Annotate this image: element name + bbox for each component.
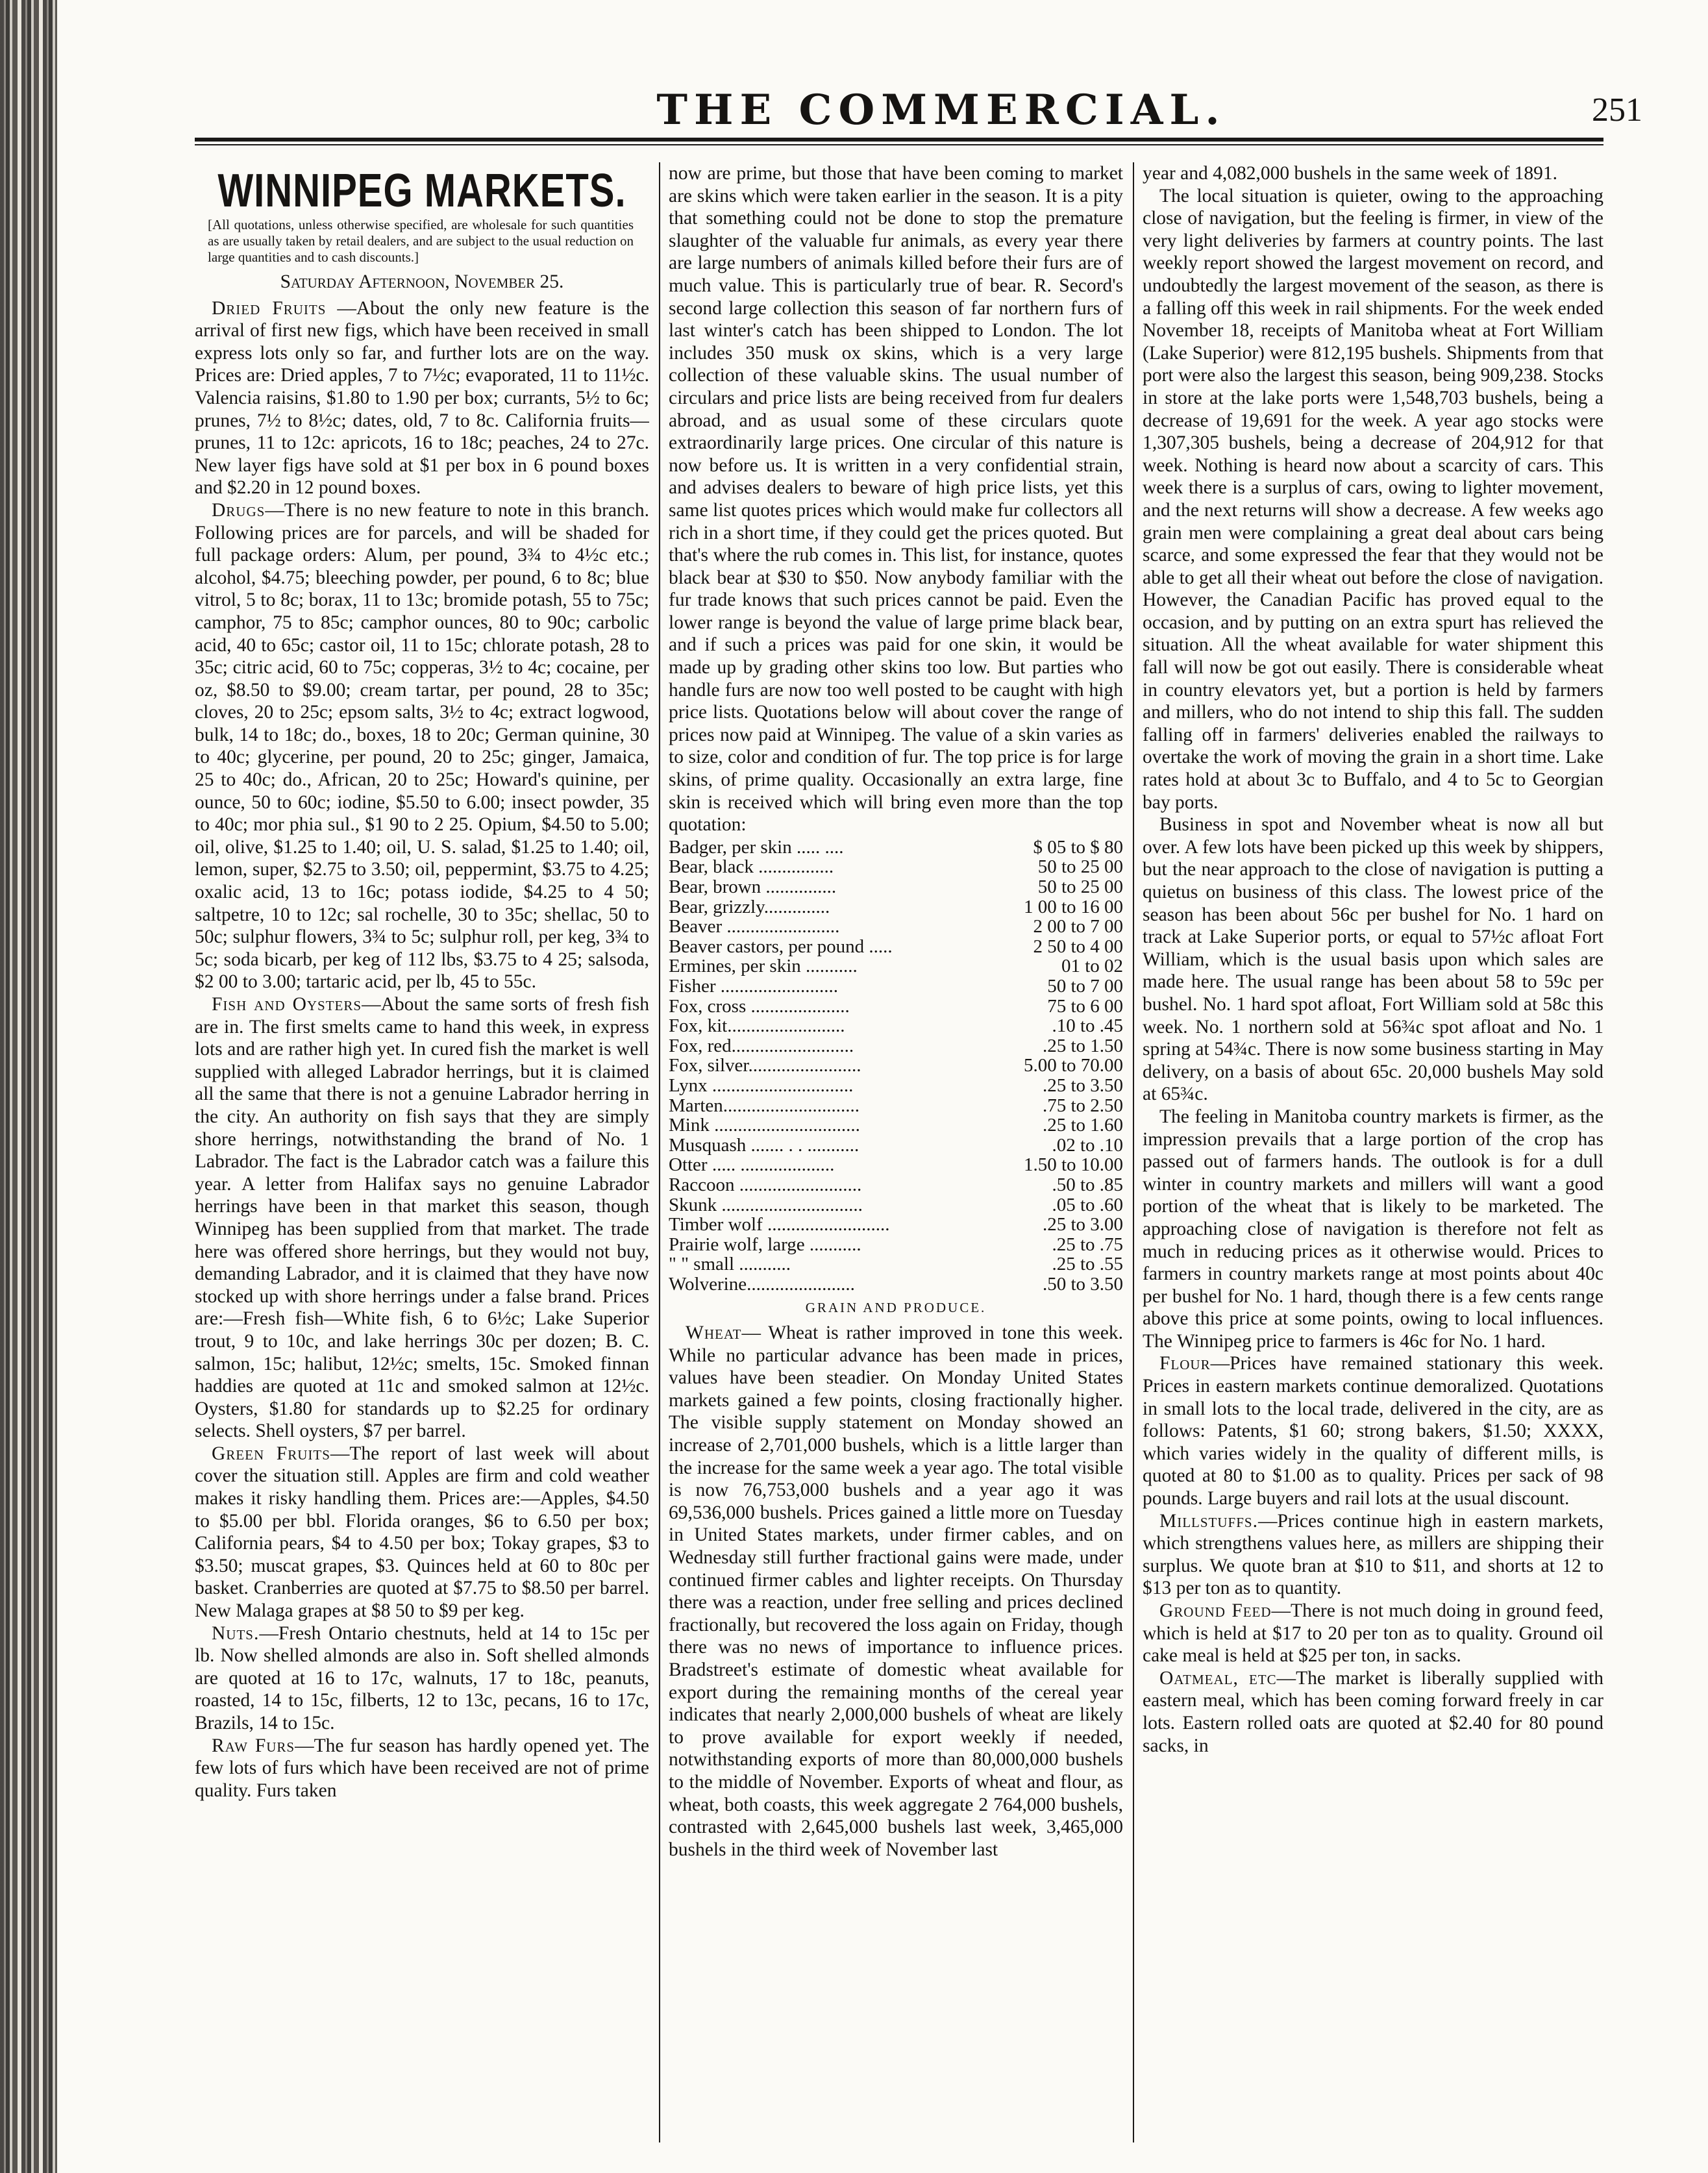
fur-name: Timber wolf ..........................	[669, 1214, 890, 1236]
fur-row	[669, 877, 1123, 897]
fur-price: .02 to .10	[1052, 1134, 1123, 1156]
fur-price: .25 to 3.00	[1042, 1214, 1123, 1236]
fur-name: Musquash ....... . . ...........	[669, 1134, 860, 1156]
quotations-note: [All quotations, unless otherwise specified, are wholesale for such quantities as are usually taken by retail dealers, and are subject to the usual reduction on large quantities and to cash discounts.]	[208, 217, 634, 265]
fur-name: Ermines, per skin ...........	[669, 956, 858, 977]
fur-row	[669, 1136, 1123, 1156]
fur-name: Bear, grizzly..............	[669, 896, 830, 917]
furs-continued-paragraph: now are prime, but those that have been coming to market are skins which were taken earlier in the season. It is a pity that something could not be done to stop the premature slaughter of the valuable fur animals, as every year there are large numbers of animals killed before their furs are of much value. This is particularly true of bear. R. Secord's second large collection this season of far northern furs of last winter's catch has been shipped to London. The lot includes 350 musk ox skins, which is a very large collection of these valuable skins. The usual number of circulars and price lists are being received from fur dealers abroad, and as usual some of these circulars quote extraordinarily large prices. One circular of this nature is now before us. It is written in a very confidential strain, and advises dealers to beware of high price lists, yet this same list quotes prices which would make fur collectors all rich in a short time, if they could get the prices quoted. But that's where the rub comes in. This list, for instance, quotes black bear at $30 to $50. Now anybody familiar with the fur trade knows that such prices cannot be paid. Even the lower range is beyond the value of large prime black bear, and if such a prices was paid for one skin, it would be made up by grading other skins too low. But parties who handle furs are now too well posted to be caught with high price lists. Quotations below will about cover the range of prices now paid at Winnipeg. The value of a skin varies as to size, color and condition of fur. The top price is for large skins, of prime quality. Occasionally an extra large, fine skin is received which will bring even more than the top quotation:	[669, 163, 1123, 836]
fur-row	[669, 897, 1123, 917]
column-rule-2	[1133, 162, 1134, 2142]
fur-row	[669, 1175, 1123, 1195]
fish-paragraph: Fish and Oysters—About the same sorts of fresh fish are in. The first smelts came to hand this week, in express lots and are rather high yet. In cured fish the market is well supplied with alleged Labrador herrings, but it is claimed all the same that there is not a genuine Labrador herring in the city. An authority on fish says that they are simply shore herrings, notwithstanding the brand of No. 1 Labrador. The fact is the Labrador catch was a failure this year. A letter from Halifax says no genuine Labrador herrings have been in that market this season, though Winnipeg has been supplied from that market. The trade here was offered shore herrings, but they would not buy, demanding Labrador, and it is claimed that they have now stocked up with shore herrings under a false brand. Prices are:—Fresh fish—White fish, 6 to 6½c; Lake Superior trout, 9 to 10c, and lake herrings 30c per dozen; B. C. salmon, 15c; halibut, 12½c; smelts, 15c. Smoked finnan haddies are quoted at 11c and smoked salmon at 12½c. Oysters, $1.80 for standards up to $2.25 for ordinary selects. Shell oysters, $7 per barrel.	[195, 994, 649, 1442]
fur-price: .25 to 1.60	[1042, 1115, 1123, 1136]
fur-price: 2 50 to 4 00	[1033, 936, 1123, 957]
flour-lead: Flour	[1159, 1353, 1211, 1374]
fur-price: $ 05 to $ 80	[1033, 836, 1123, 858]
fish-lead: Fish and Oysters	[212, 994, 362, 1015]
column-2	[669, 162, 1123, 2142]
oatmeal-paragraph: Oatmeal, etc—The market is liberally supplied with eastern meal, which has been coming forward freely in car lots. Eastern rolled oats are quoted at $2.40 for 80 pound sacks, in	[1143, 1667, 1603, 1756]
fur-row	[669, 1096, 1123, 1116]
spot-wheat-paragraph: Business in spot and November wheat is now all but over. A few lots have been picked up this week by shippers, but the near approach to the close of navigation is putting a quietus on business of this class. The lowest price of the season has been about 56c per bushel for No. 1 hard on track at Lake Superior ports, or equal to 57½c afloat Fort William, which is the usual basis upon which sales are made here. The usual range has been about 58 to 59c per bushel. No. 1 hard spot afloat, Fort William sold at 58c this week. No. 1 northern sold at 56¾c spot afloat and No. 1 spring at 54¾c. There is now some business starting in May delivery, on a basis of about 65c. 20,000 bushels May sold at 65¾c.	[1143, 814, 1603, 1105]
fur-price: 50 to 25 00	[1037, 856, 1123, 878]
fur-name: Lynx ..............................	[669, 1074, 854, 1096]
grain-produce-heading: GRAIN AND PRODUCE.	[805, 1300, 987, 1316]
fur-name: Fox, cross .....................	[669, 995, 850, 1017]
fur-name: Mink ...............................	[669, 1115, 860, 1136]
millstuffs-paragraph: Millstuffs.—Prices continue high in eastern markets, which strengthens values here, as millers are shipping their surplus. We quote bran at $10 to $11, and shorts at 12 to $13 per ton as to quantity.	[1143, 1510, 1603, 1599]
fur-name: Skunk ..............................	[669, 1194, 863, 1215]
fur-price: .25 to 1.50	[1042, 1035, 1123, 1056]
fur-row	[669, 956, 1123, 976]
fur-price: .25 to .75	[1052, 1234, 1123, 1255]
fur-row	[669, 1036, 1123, 1056]
dried-fruits-paragraph: Dried Fruits —About the only new feature is the arrival of first new figs, which have been received in small express lots only so far, and further lots are on the way. Prices are: Dried apples, 7 to 7½c; evaporated, 11 to 11½c. Valencia raisins, $1.80 to 1.90 per box; currants, 5½ to 6c; prunes, 7½ to 8½c; dates, old, 7 to 8c. California fruits—prunes, 11 to 12c: apricots, 16 to 18c; peaches, 24 to 27c. New layer figs have sold at $1 per box in 6 pound boxes and $2.20 in 12 pound boxes.	[195, 297, 649, 499]
fur-row	[669, 1215, 1123, 1235]
fur-name: Beaver ........................	[669, 916, 840, 937]
green-fruits-lead: Green Fruits	[212, 1443, 330, 1464]
fur-price: .25 to .55	[1052, 1254, 1123, 1275]
fur-price: .10 to .45	[1052, 1015, 1123, 1037]
fur-name: Bear, black ................	[669, 856, 834, 878]
fur-row	[669, 1056, 1123, 1076]
header-rule-thin	[195, 144, 1603, 145]
wheat-lead: Wheat	[686, 1322, 742, 1344]
column-3	[1143, 162, 1603, 2142]
fur-name: Fox, kit.........................	[669, 1015, 845, 1037]
fur-row	[669, 917, 1123, 937]
fur-price: 5.00 to 70.00	[1023, 1055, 1123, 1076]
fur-row	[669, 838, 1123, 858]
fur-price-table	[669, 838, 1123, 1295]
fur-row	[669, 1235, 1123, 1255]
fur-price: 50 to 25 00	[1037, 876, 1123, 897]
green-fruits-paragraph: Green Fruits—The report of last week will about cover the situation still. Apples are firm and cold weather makes it risky handling them. Prices are:—Apples, $4.50 to $5.00 per bbl. Florida oranges, $6 to 6.50 per box; California pears, $4 to 4.50 per box; Tokay grapes, $3 to $3.50; muscat grapes, $3. Quinces held at 60 to 80c per basket. Cranberries are quoted at $7.75 to $8.50 per barrel. New Malaga grapes at $8 50 to $9 per keg.	[195, 1443, 649, 1622]
fur-name: Otter ..... ....................	[669, 1154, 835, 1176]
headline-winnipeg-markets: WINNIPEG MARKETS.	[217, 164, 626, 217]
oatmeal-lead: Oatmeal, etc	[1159, 1667, 1277, 1689]
flour-paragraph: Flour—Prices have remained stationary this week. Prices in eastern markets continue demoralized. Quotations in small lots to the local trade, delivered in the city, are as follows: Patents, $1 60; strong bakers, $1.50; XXXX, which varies widely in the quality of different mills, is quoted at 80 to $1.00 as to quality. Prices per sack of 98 pounds. Large buyers and rail lots at the usual discount.	[1143, 1353, 1603, 1509]
fur-price: 2 00 to 7 00	[1033, 916, 1123, 937]
dried-fruits-lead: Dried Fruits	[212, 297, 327, 319]
ground-feed-paragraph: Ground Feed—There is not much doing in ground feed, which is held at $17 to 20 per ton as to quality. Ground oil cake meal is held at $25 per ton, in sacks.	[1143, 1600, 1603, 1667]
fur-row	[669, 857, 1123, 877]
fur-row	[669, 1274, 1123, 1295]
header-rule	[195, 138, 1603, 142]
fur-row	[669, 1115, 1123, 1136]
fur-price: .75 to 2.50	[1042, 1095, 1123, 1116]
fur-name: Raccoon ..........................	[669, 1174, 862, 1195]
fur-name: Fisher .........................	[669, 975, 838, 997]
fur-name: Prairie wolf, large ...........	[669, 1234, 861, 1255]
fur-price: 1 00 to 16 00	[1023, 896, 1123, 917]
fur-row	[669, 1155, 1123, 1175]
fur-name: Bear, brown ...............	[669, 876, 837, 897]
fur-name: " " small ...........	[669, 1254, 791, 1275]
column-rule-1	[659, 162, 660, 2142]
fur-price: 01 to 02	[1061, 956, 1123, 977]
wheat-paragraph: Wheat— Wheat is rather improved in tone this week. While no particular advance has been made in prices, values have been steadier. On Monday United States markets gained a few points, closing fractionally higher. The visible supply statement on Monday showed an increase of 2,701,000 bushels, which is a little larger than the increase for the same week a year ago. The total visible is now 76,753,000 bushels and a year ago it was 69,536,000 bushels. Prices gained a little more on Tuesday in United States markets, under firmer cables, and on Wednesday still further fractional gains were made, under continued firmer cables and lighter receipts. On Thursday there was a reaction, under free selling and prices declined fractionally, but recovered the loss again on Friday, though there was no news of importance to influence prices. Bradstreet's estimate of domestic wheat available for export during the remaining months of the cereal year indicates that nearly 2,000,000 bushels of wheat are likely to prove available for export weekly if needed, notwithstanding exports of more than 80,000,000 bushels to the middle of November. Exports of wheat and flour, as wheat, both coasts, this week aggregate 2 764,000 bushels, contrasted with 2,645,000 bushels last week, 3,465,000 bushels in the third week of November last	[669, 1322, 1123, 1860]
drugs-lead: Drugs	[212, 499, 266, 521]
ground-feed-lead: Ground Feed	[1159, 1600, 1272, 1621]
country-markets-paragraph: The feeling in Manitoba country markets is firmer, as the impression prevails that a large portion of the crop has passed out of farmers hands. The outlook is for a dull winter in country markets and millers will want a good portion of the wheat that is likely to be marketed. The approaching close of navigation is therefore not felt as much in reducing prices as it otherwise would. Prices to farmers in country markets range at most points about 40c per bushel for No. 1 hard, though there is a few cents range above this price at some points, owing to local influences. The Winnipeg price to farmers is 46c for No. 1 hard.	[1143, 1106, 1603, 1352]
fur-name: Marten.............................	[669, 1095, 860, 1116]
fur-price: 1.50 to 10.00	[1023, 1154, 1123, 1176]
fur-row	[669, 1195, 1123, 1215]
fur-price: 75 to 6 00	[1047, 995, 1123, 1017]
wheat-continued-paragraph: year and 4,082,000 bushels in the same week of 1891.	[1143, 163, 1558, 184]
fur-price: 50 to 7 00	[1047, 975, 1123, 997]
local-situation-paragraph: The local situation is quieter, owing to the approaching close of navigation, but the feeling is firmer, in view of the very light deliveries by farmers at country points. The last weekly report showed the largest movement on record, and undoubtedly the largest movement of the season, as there is a falling off this week in rail shipments. For the week ended November 18, receipts of Manitoba wheat at Fort William (Lake Superior) were 812,195 bushels. Shipments from that port were also the largest this season, being 909,238. Stocks in store at the lake ports were 1,548,703 bushels, being a decrease of 19,691 for the week. A year ago stocks were 1,307,305 bushels, being a decrease of 204,912 for that week. Nothing is heard now about a scarcity of cars. This week there is a surplus of cars, owing to lighter movement, and the next returns will show a decrease. A few weeks ago grain men were complaining a great deal about cars being scarce, and some expressed the fear that they would not be able to get all their wheat out before the close of navigation. However, the Canadian Pacific has proved equal to the occasion, and by putting on an extra spurt has relieved the situation. All the wheat available for water shipment this fall will now be got out easily. There is considerable wheat in country elevators yet, but a portion is held by farmers and millers, who do not intend to ship this fall. The sudden falling off in farmers' deliveries enabled the railways to overtake the work of moving the grain in a short time. Lake rates hold at about 3c to Buffalo, and 4 to 5c to Georgian bay ports.	[1143, 185, 1603, 813]
fur-row	[669, 976, 1123, 997]
raw-furs-paragraph: Raw Furs—The fur season has hardly opened yet. The few lots of furs which have been received are not of prime quality. Furs taken	[195, 1735, 649, 1801]
fur-price: .05 to .60	[1052, 1194, 1123, 1215]
fur-name: Wolverine.......................	[669, 1273, 855, 1295]
nuts-paragraph: Nuts.—Fresh Ontario chestnuts, held at 14 to 15c per lb. Now shelled almonds are also in. Soft shelled almonds are quoted at 16 to 17c, walnuts, 17 to 18c, peanuts, roasted, 14 to 15c, filberts, 12 to 13c, pecans, 16 to 17c, Brazils, 14 to 15c.	[195, 1622, 649, 1733]
millstuffs-lead: Millstuffs.	[1159, 1510, 1258, 1532]
drugs-paragraph: Drugs—There is no new feature to note in this branch. Following prices are for parcels, and will be shaded for full package orders: Alum, per pound, 3¾ to 4½c etc.; alcohol, $4.75; bleeching powder, per pound, 6 to 8c; blue vitrol, 5 to 8c; borax, 11 to 13c; bromide potash, 55 to 75c; camphor, 75 to 85c; camphor ounces, 80 to 90c; carbolic acid, 40 to 65c; castor oil, 11 to 15c; chlorate potash, 28 to 35c; citric acid, 60 to 75c; copperas, 3½ to 4c; cocaine, per oz, $8.50 to $9.00; cream tartar, per pound, 28 to 35c; cloves, 20 to 25c; epsom salts, 3½ to 4c; extract logwood, bulk, 14 to 18c; do., boxes, 18 to 20c; German quinine, 30 to 40c; glycerine, per pound, 20 to 25c; ginger, Jamaica, 25 to 40c; do., African, 20 to 25c; Howard's quinine, per ounce, 50 to 60c; iodine, $5.50 to 6.00; insect powder, 35 to 40c; mor phia sul., $1 90 to 2 25. Opium, $4.50 to 5.00; oil, olive, $1.25 to 1.40; oil, U. S. salad, $1.25 to 1.40; oil, lemon, super, $2.75 to 3.50; oil, peppermint, $3.75 to 4.25; oxalic acid, 13 to 16c; potass iodide, $4.25 to 4 50; saltpetre, 10 to 12c; sal rochelle, 30 to 35c; shellac, 50 to 50c; sulphur flowers, 3¾ to 5c; sulphur roll, per keg, 3¾ to 5c; soda bicarb, per keg of 112 lbs, $3.75 to 4 25; salsoda, $2 00 to 3.00; tartaric acid, per lb, 45 to 55c.	[195, 499, 649, 993]
masthead: THE COMMERCIAL.	[656, 86, 1226, 134]
fur-price: .50 to .85	[1052, 1174, 1123, 1195]
fur-row	[669, 937, 1123, 957]
nuts-lead: Nuts.	[212, 1622, 260, 1644]
fur-name: Badger, per skin ..... ....	[669, 836, 844, 858]
fur-row	[669, 1016, 1123, 1036]
fur-row	[669, 997, 1123, 1017]
fur-row	[669, 1254, 1123, 1274]
fur-name: Fox, red..........................	[669, 1035, 854, 1056]
column-1	[195, 162, 649, 2142]
fur-row	[669, 1076, 1123, 1096]
dateline: Saturday Afternoon, November 25.	[280, 271, 564, 292]
raw-furs-lead: Raw Furs	[212, 1735, 295, 1756]
binding-edge	[0, 0, 57, 2173]
fur-price: .50 to 3.50	[1042, 1273, 1123, 1295]
fur-price: .25 to 3.50	[1042, 1074, 1123, 1096]
page-number: 251	[1592, 92, 1642, 129]
fur-name: Beaver castors, per pound .....	[669, 936, 893, 957]
fur-name: Fox, silver........................	[669, 1055, 861, 1076]
